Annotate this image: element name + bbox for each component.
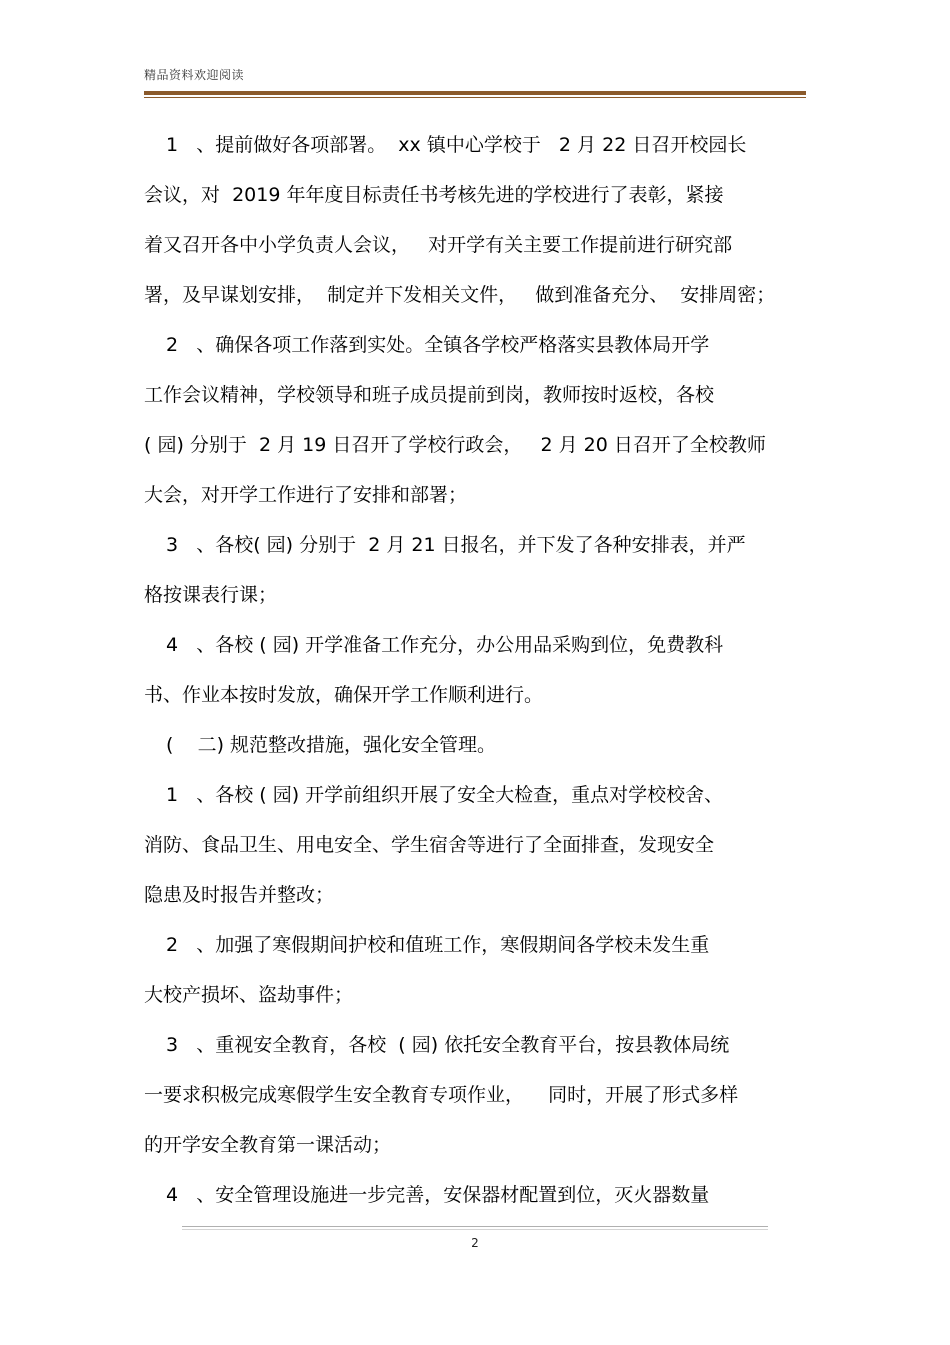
page-header-text: 精品资料欢迎阅读 xyxy=(144,68,245,82)
body-line: 2 、加强了寒假期间护校和值班工作，寒假期间各学校未发生重 xyxy=(166,934,710,956)
body-line: 4 、安全管理设施进一步完善，安保器材配置到位，灭火器数量 xyxy=(166,1184,710,1206)
section-heading: ( 二) 规范整改措施，强化安全管理。 xyxy=(166,734,497,756)
body-line: 格按课表行课； xyxy=(144,584,278,606)
body-line: 大会，对开学工作进行了安排和部署； xyxy=(144,484,468,506)
header-divider-thin xyxy=(144,97,806,98)
body-line: 着又召开各中小学负责人会议， 对开学有关主要工作提前进行研究部 xyxy=(144,234,733,256)
body-line: 会议，对 2019 年年度目标责任书考核先进的学校进行了表彰，紧接 xyxy=(144,184,724,206)
page-number: 2 xyxy=(471,1236,479,1250)
body-line: 工作会议精神，学校领导和班子成员提前到岗，教师按时返校，各校 xyxy=(144,384,715,406)
body-line: 3 、各校( 园) 分别于 2 月 21 日报名，并下发了各种安排表，并严 xyxy=(166,534,746,556)
body-line: 大校产损坏、盗劫事件； xyxy=(144,984,354,1006)
footer-divider-shadow xyxy=(182,1229,768,1230)
body-line: 4 、各校 ( 园) 开学准备工作充分，办公用品采购到位，免费教科 xyxy=(166,634,724,656)
footer-divider xyxy=(182,1226,768,1227)
body-line: 2 、确保各项工作落到实处。全镇各学校严格落实县教体局开学 xyxy=(166,334,710,356)
document-body xyxy=(144,120,804,1220)
body-line: ( 园) 分别于 2 月 19 日召开了学校行政会， 2 月 20 日召开了全校教师 xyxy=(144,434,766,456)
header-divider-thick xyxy=(144,91,806,95)
body-line: 消防、食品卫生、用电安全、学生宿舍等进行了全面排查，发现安全 xyxy=(144,834,715,856)
body-line: 隐患及时报告并整改； xyxy=(144,884,335,906)
body-line: 署，及早谋划安排， 制定并下发相关文件， 做到准备充分、 安排周密； xyxy=(144,284,776,306)
body-line: 1 、提前做好各项部署。 xx 镇中心学校于 2 月 22 日召开校园长 xyxy=(166,134,747,156)
body-line: 1 、各校 ( 园) 开学前组织开展了安全大检查，重点对学校校舍、 xyxy=(166,784,724,806)
body-line: 3 、重视安全教育，各校 ( 园) 依托安全教育平台，按县教体局统 xyxy=(166,1034,730,1056)
body-line: 一要求积极完成寒假学生安全教育专项作业， 同时，开展了形式多样 xyxy=(144,1084,739,1106)
body-line: 的开学安全教育第一课活动； xyxy=(144,1134,392,1156)
body-line: 书、作业本按时发放，确保开学工作顺利进行。 xyxy=(144,684,544,706)
